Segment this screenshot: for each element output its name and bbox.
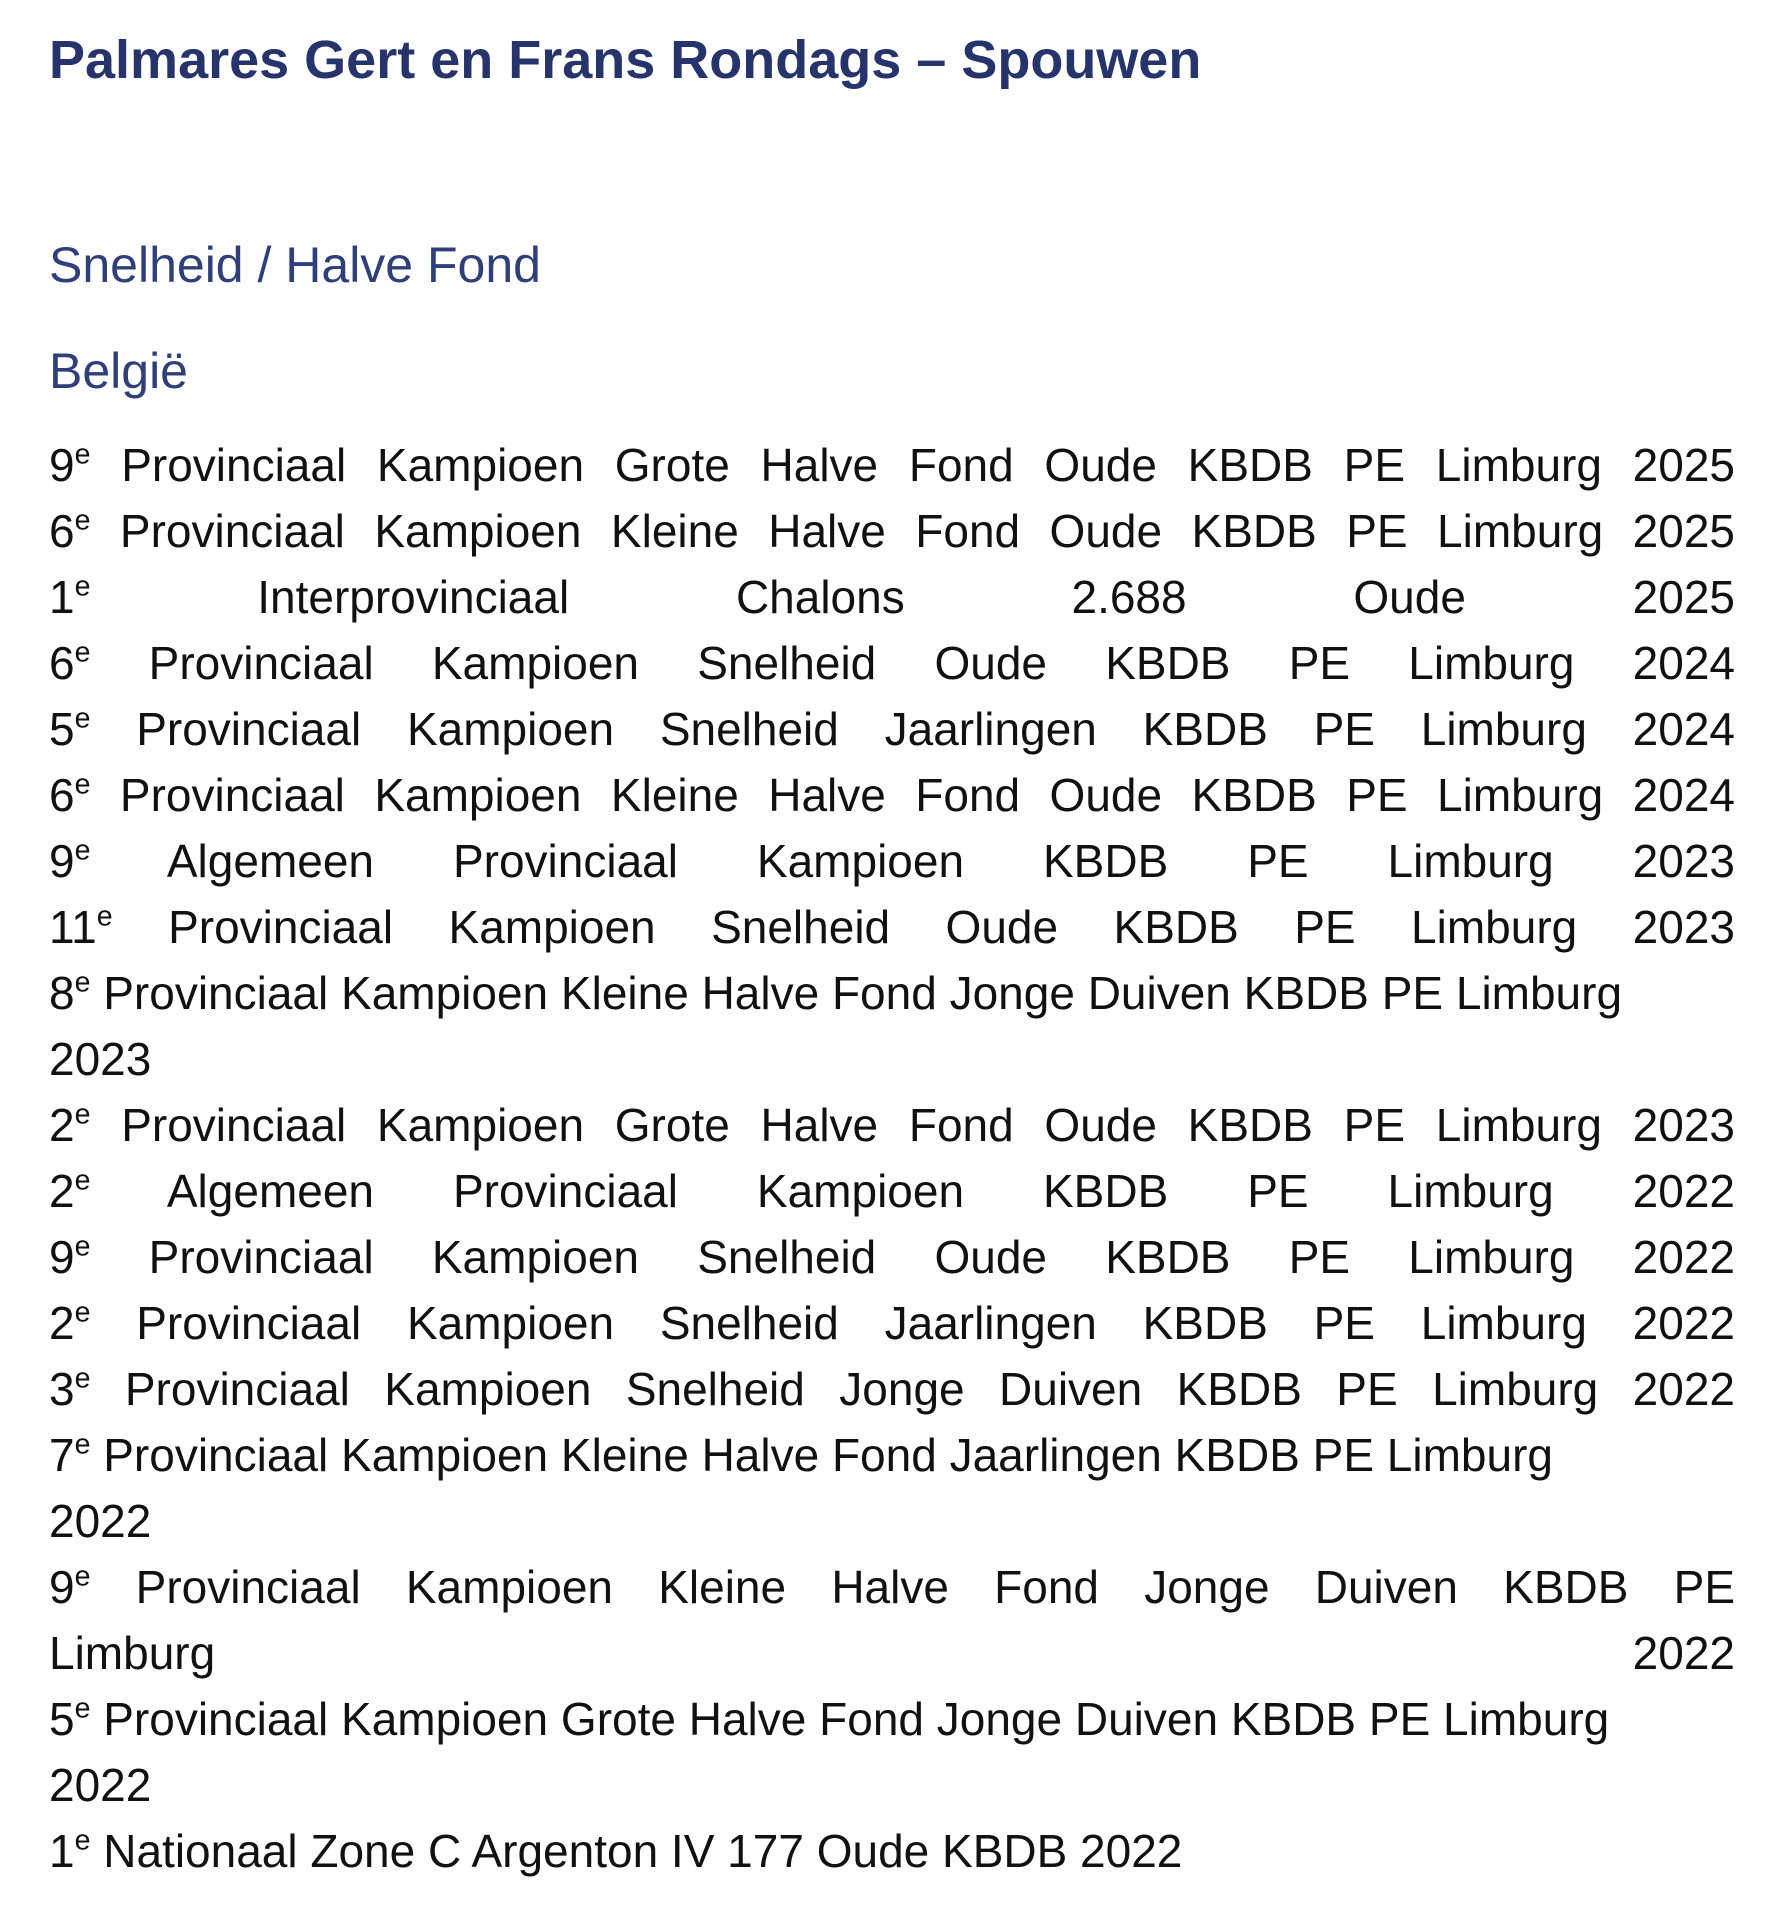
result-rank-suffix: e <box>96 900 113 933</box>
result-text: Interprovinciaal Chalons 2.688 Oude 2025 <box>257 571 1736 623</box>
country-heading: België <box>49 343 188 399</box>
result-text-continuation: 2023 <box>49 1033 152 1085</box>
result-rank-suffix: e <box>74 768 91 801</box>
results-list <box>49 432 1735 1884</box>
result-text: Algemeen Provinciaal Kampioen KBDB PE Limburg 2023 <box>166 835 1735 887</box>
result-rank: 5 <box>49 1693 75 1745</box>
result-rank-suffix: e <box>74 1428 91 1461</box>
result-item <box>49 498 1735 564</box>
result-rank: 2 <box>49 1099 75 1151</box>
result-rank-suffix: e <box>74 438 91 471</box>
result-item <box>49 1356 1735 1422</box>
result-item <box>49 828 1735 894</box>
result-rank: 2 <box>49 1165 75 1217</box>
result-item <box>49 1224 1735 1290</box>
result-text-continuation: 2022 <box>49 1759 152 1811</box>
result-text: Provinciaal Kampioen Kleine Halve Fond Jonge Duiven KBDB PE Limburg <box>103 967 1623 1019</box>
section-heading: Snelheid / Halve Fond <box>49 237 541 293</box>
result-text: Provinciaal Kampioen Snelheid Oude KBDB PE Limburg 2024 <box>148 637 1735 689</box>
result-rank: 5 <box>49 703 75 755</box>
result-text: Provinciaal Kampioen Snelheid Jaarlingen KBDB PE Limburg 2022 <box>136 1297 1735 1349</box>
result-rank-suffix: e <box>74 1692 91 1725</box>
result-text: Nationaal Zone C Argenton IV 177 Oude KBDB 2022 <box>103 1825 1183 1877</box>
result-rank-suffix: e <box>74 570 91 603</box>
result-rank: 6 <box>49 637 75 689</box>
result-rank-suffix: e <box>74 1296 91 1329</box>
result-item <box>49 432 1735 498</box>
result-item <box>49 1290 1735 1356</box>
result-text: Provinciaal Kampioen Snelheid Jonge Duiven KBDB PE Limburg 2022 <box>124 1363 1736 1415</box>
result-text: Provinciaal Kampioen Kleine Halve Fond Oude KBDB PE Limburg 2025 <box>119 505 1736 557</box>
result-rank: 8 <box>49 967 75 1019</box>
result-text: Provinciaal Kampioen Grote Halve Fond Oude KBDB PE Limburg 2023 <box>121 1099 1736 1151</box>
result-item <box>49 1422 1735 1554</box>
result-rank-suffix: e <box>74 504 91 537</box>
result-item <box>49 762 1735 828</box>
result-rank: 6 <box>49 769 75 821</box>
result-text: Provinciaal Kampioen Snelheid Oude KBDB PE Limburg 2023 <box>168 901 1736 953</box>
result-item <box>49 696 1735 762</box>
result-rank-suffix: e <box>74 702 91 735</box>
result-rank-suffix: e <box>74 1098 91 1131</box>
result-rank-suffix: e <box>74 1824 91 1857</box>
result-item <box>49 894 1735 960</box>
result-rank-suffix: e <box>74 1164 91 1197</box>
result-rank: 6 <box>49 505 75 557</box>
result-rank-suffix: e <box>74 966 91 999</box>
result-text: Provinciaal Kampioen Snelheid Oude KBDB PE Limburg 2022 <box>148 1231 1735 1283</box>
result-text: Algemeen Provinciaal Kampioen KBDB PE Limburg 2022 <box>166 1165 1735 1217</box>
result-rank: 9 <box>49 1561 75 1613</box>
result-rank: 1 <box>49 571 75 623</box>
result-item <box>49 1554 1735 1686</box>
result-item <box>49 1818 1735 1884</box>
result-rank: 9 <box>49 439 75 491</box>
result-rank: 3 <box>49 1363 75 1415</box>
result-rank-suffix: e <box>74 1230 91 1263</box>
page-title: Palmares Gert en Frans Rondags – Spouwen <box>49 30 1202 90</box>
result-rank: 9 <box>49 1231 75 1283</box>
result-text: Provinciaal Kampioen Kleine Halve Fond Jaarlingen KBDB PE Limburg <box>103 1429 1553 1481</box>
result-item <box>49 564 1735 630</box>
result-item <box>49 1158 1735 1224</box>
result-rank-suffix: e <box>74 1560 91 1593</box>
result-text: Provinciaal Kampioen Grote Halve Fond Oude KBDB PE Limburg 2025 <box>121 439 1736 491</box>
result-item <box>49 960 1735 1092</box>
result-item <box>49 1092 1735 1158</box>
result-rank: 1 <box>49 1825 75 1877</box>
result-rank-suffix: e <box>74 1362 91 1395</box>
result-text-continuation: 2022 <box>49 1495 152 1547</box>
result-text: Provinciaal Kampioen Kleine Halve Fond Oude KBDB PE Limburg 2024 <box>119 769 1736 821</box>
result-rank-suffix: e <box>74 636 91 669</box>
result-rank: 9 <box>49 835 75 887</box>
result-text: Provinciaal Kampioen Grote Halve Fond Jonge Duiven KBDB PE Limburg <box>103 1693 1610 1745</box>
result-text: Provinciaal Kampioen Snelheid Jaarlingen KBDB PE Limburg 2024 <box>136 703 1735 755</box>
result-item <box>49 630 1735 696</box>
result-rank: 7 <box>49 1429 75 1481</box>
result-text: Provinciaal Kampioen Kleine Halve Fond Jonge Duiven KBDB PE <box>135 1561 1735 1613</box>
result-rank: 11 <box>49 901 97 953</box>
result-rank: 2 <box>49 1297 75 1349</box>
result-text-continuation: Limburg 2022 <box>49 1627 1735 1679</box>
result-item <box>49 1686 1735 1818</box>
result-rank-suffix: e <box>74 834 91 867</box>
